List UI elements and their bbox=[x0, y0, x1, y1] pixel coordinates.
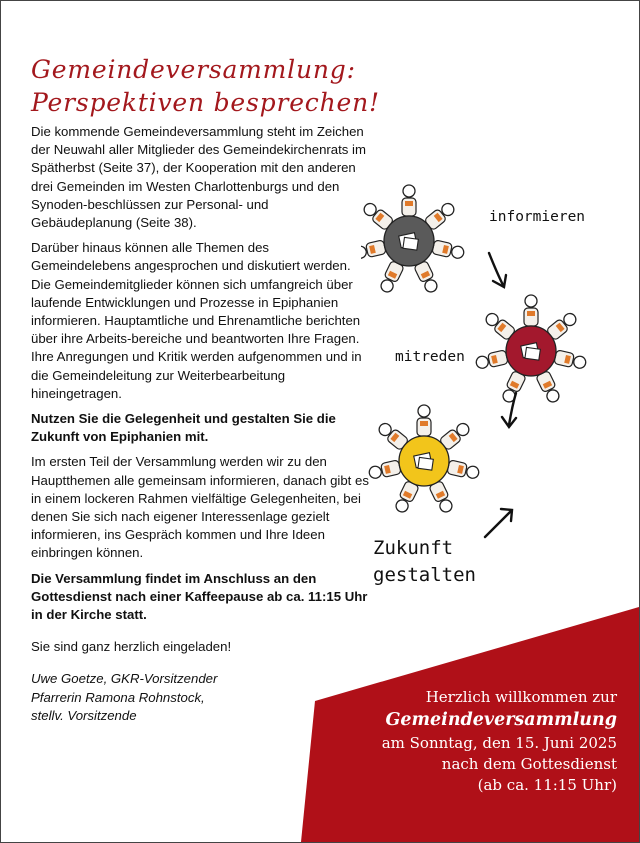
label-zukunft: Zukunft bbox=[373, 537, 454, 559]
paragraph-invitation: Sie sind ganz herzlich eingeladen! bbox=[31, 639, 232, 655]
group-yellow-table bbox=[368, 405, 480, 514]
label-gestalten: gestalten bbox=[373, 564, 476, 586]
paragraph-topics: Darüber hinaus können alle Themen des Gemeindelebens angesprochen und diskutiert werden. Die Gemeindemitglieder können sich umfangreich über laufende Entwicklungen und Prozesse in Epiphanien informieren. Hauptamtliche und Ehrenamtliche berichten über ihre Arbeits-bereiche und beantworten Ihre Fragen. Ihre Anregungen und Kritik werden aufgenommen und in die Gemeindeleitung zur Weiterbearbeitung hineingetragen. bbox=[31, 240, 362, 401]
banner-text bbox=[357, 687, 617, 796]
event-banner bbox=[301, 601, 639, 842]
paragraph-intro: Die kommende Gemeindeversammlung steht im Zeichen der Neuwahl aller Mitglieder des Gemeindekirchenrats im Spätherbst (Seite 37), der Kooperation mit den anderen drei Gemeinden im Westen Charlottenburgs und den Synoden-beschlüssen zur Personal- und Gebäudeplanung (Seite 38). bbox=[31, 124, 366, 231]
label-informieren: informieren bbox=[489, 209, 586, 225]
signature-line-1: Uwe Goetze, GKR-Vorsitzender bbox=[31, 671, 218, 687]
banner-date: am Sonntag, den 15. Juni 2025 bbox=[381, 734, 617, 752]
arrow-up-right-icon bbox=[485, 509, 512, 537]
group-red-table bbox=[475, 295, 587, 404]
paragraph-time-place: Die Versammlung findet im Anschluss an den Gottesdienst nach einer Kaffeepause ab ca. 11:15 Uhr in der Kirche statt. bbox=[31, 570, 368, 623]
title-line-2: Perspektiven besprechen! bbox=[31, 88, 380, 117]
banner-time: (ab ca. 11:15 Uhr) bbox=[477, 776, 617, 794]
group-gray-table bbox=[361, 185, 465, 294]
page-title bbox=[31, 53, 380, 119]
signature-line-3: stellv. Vorsitzende bbox=[31, 707, 137, 723]
banner-after-service: nach dem Gottesdienst bbox=[441, 755, 617, 773]
signature-line-2: Pfarrerin Ramona Rohnstock, bbox=[31, 689, 205, 705]
process-illustration bbox=[361, 181, 621, 601]
paragraph-agenda: Im ersten Teil der Versammlung werden wir zu den Hauptthemen alle gemeinsam informieren, danach gibt es in einem lockeren Rahmen vielfältige Gelegenheiten, bei denen Sie sich nach eigener Interessenlage gezielt informieren, ins Gespräch kommen und Ihre Ideen einbringen können. bbox=[31, 454, 369, 561]
banner-welcome: Herzlich willkommen zur bbox=[425, 688, 617, 706]
paragraph-call-to-action: Nutzen Sie die Gelegenheit und gestalten Sie die Zukunft von Epiphanien mit. bbox=[31, 411, 336, 445]
title-line-1: Gemeindeversammlung: bbox=[31, 55, 356, 84]
label-mitreden: mitreden bbox=[395, 349, 465, 365]
arrow-down-icon bbox=[489, 253, 506, 287]
banner-event-name: Gemeindeversammlung bbox=[385, 710, 617, 730]
